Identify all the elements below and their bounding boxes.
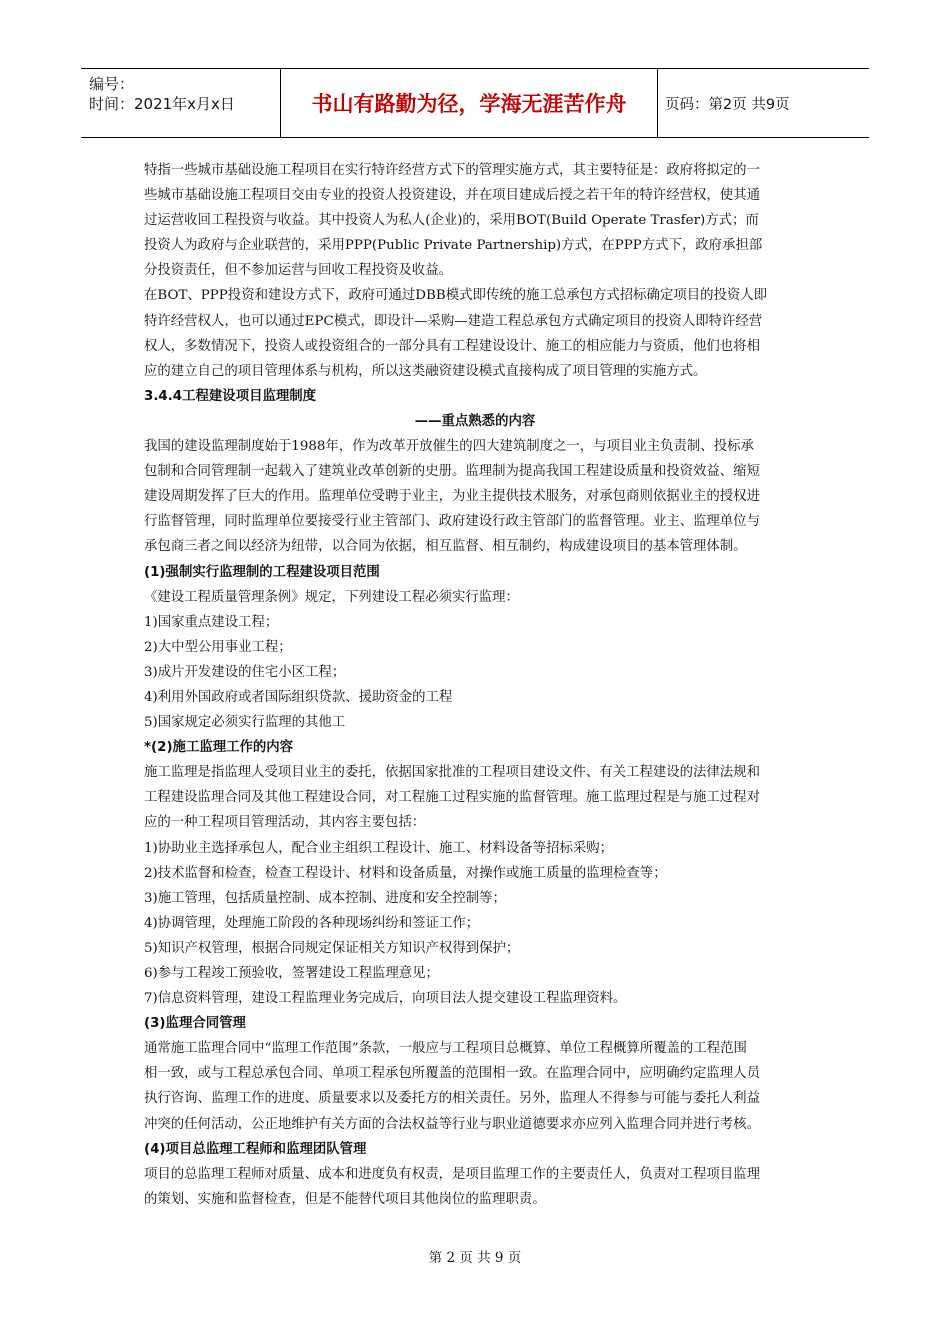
text-line: 行监督管理，同时监理单位要接受行业主管部门、政府建设行政主管部门的监督管理。业主、监理单位与 <box>144 514 760 530</box>
text-line: 特许经营权人，也可以通过EPC模式，即设计—采购—建造工程总承包方式确定项目的投资人即特许经营 <box>144 313 763 329</box>
text-line: 应的一种工程项目管理活动，其内容主要包括： <box>144 815 426 831</box>
text-line: 投资人为政府与企业联营的，采用PPP(Public Private Partnership)方式，在PPP方式下，政府承担部 <box>144 238 763 254</box>
header-meta <box>81 69 281 137</box>
header-page-info: 页码：第2页 共9页 <box>665 96 790 113</box>
section-heading: (3)监理合同管理 <box>144 1016 246 1032</box>
text-line: 3)成片开发建设的住宅小区工程； <box>144 664 346 680</box>
text-line: 4)协调管理，处理施工阶段的各种现场纠纷和签证工作； <box>144 915 480 931</box>
text-line: 施工监理是指监理人受项目业主的委托，依据国家批准的工程项目建设文件、有关工程建设的法律法规和 <box>144 765 760 781</box>
header-time: 时间：2021年x月x日 <box>89 95 235 113</box>
section-heading: *(2)施工监理工作的内容 <box>144 740 294 756</box>
page-footer: 第 2 页 共 9 页 <box>428 1250 522 1266</box>
text-line: 相一致，或与工程总承包合同、单项工程承包所覆盖的范围相一致。在监理合同中，应明确约定监理人员 <box>144 1066 760 1082</box>
text-line: 7)信息资料管理，建设工程监理业务完成后，向项目法人提交建设工程监理资料。 <box>144 991 627 1007</box>
section-heading: (1)强制实行监理制的工程建设项目范围 <box>144 564 380 580</box>
text-line: 包制和合同管理制一起载入了建筑业改革创新的史册。监理制为提高我国工程建设质量和投资效益、缩短 <box>144 464 760 480</box>
text-line: 4)利用外国政府或者国际组织贷款、援助资金的工程 <box>144 689 453 705</box>
text-line: 5)国家规定必须实行监理的其他工 <box>144 715 346 731</box>
text-line: 我国的建设监理制度始于1988年，作为改革开放催生的四大建筑制度之一，与项目业主负责制、投标承 <box>144 439 754 455</box>
text-line: 2)技术监督和检查，检查工程设计、材料和设备质量，对操作或施工质量的监理检查等； <box>144 865 667 881</box>
text-line: 执行咨询、监理工作的进度、质量要求以及委托方的相关责任。另外，监理人不得参与可能与委托人利益 <box>144 1091 760 1107</box>
text-line: 项目的总监理工程师对质量、成本和进度负有权责，是项目监理工作的主要责任人，负责对工程项目监理 <box>144 1166 760 1182</box>
text-line: 6)参与工程竣工预验收，签署建设工程监理意见； <box>144 966 439 981</box>
text-line: 特指一些城市基础设施工程项目在实行特许经营方式下的管理实施方式，其主要特征是：政府将拟定的一 <box>144 163 760 178</box>
text-line: 通常施工监理合同中“监理工作范围”条款，一般应与工程项目总概算、单位工程概算所覆盖的工程范围 <box>144 1041 747 1057</box>
section-heading: (4)项目总监理工程师和监理团队管理 <box>144 1141 367 1157</box>
section-heading: ——重点熟悉的内容 <box>414 413 536 429</box>
text-line: 过运营收回工程投资与收益。其中投资人为私人(企业)的，采用BOT(Build Operate Trasfer)方式；而 <box>144 213 759 229</box>
header-number: 编号： <box>89 75 135 93</box>
text-line: 建设周期发挥了巨大的作用。监理单位受聘于业主，为业主提供技术服务，对承包商则依据业主的授权进 <box>144 489 760 505</box>
text-line: 的策划、实施和监督检查，但是不能替代项目其他岗位的监理职责。 <box>144 1191 546 1207</box>
text-line: 应的建立自己的项目管理体系与机构，所以这类融资建设模式直接构成了项目管理的实施方式。 <box>144 363 707 379</box>
text-line: 2)大中型公用事业工程； <box>144 639 292 655</box>
header-motto: 书山有路勤为径，学海无涯苦作舟 <box>281 69 658 137</box>
text-line: 1)国家重点建设工程； <box>144 614 279 630</box>
text-line: 5)知识产权管理，根据合同规定保证相关方知识产权得到保护； <box>144 940 520 956</box>
text-line: 3)施工管理，包括质量控制、成本控制、进度和安全控制等； <box>144 890 506 906</box>
text-line: 冲突的任何活动，公正地维护有关方面的合法权益等行业与职业道德要求亦应列入监理合同并进行考核。 <box>144 1116 760 1132</box>
text-line: 1)协助业主选择承包人，配合业主组织工程设计、施工、材料设备等招标采购； <box>144 840 614 856</box>
document-body <box>144 158 806 1212</box>
page-header <box>81 68 869 138</box>
text-line: 权人，多数情况下，投资人或投资组合的一部分具有工程建设设计、施工的相应能力与资质，他们也将相 <box>144 338 760 354</box>
text-line: 工程建设监理合同及其他工程建设合同，对工程施工过程实施的监督管理。施工监理过程是与施工过程对 <box>144 790 760 806</box>
text-line: 在BOT、PPP投资和建设方式下，政府可通过DBB模式即传统的施工总承包方式招标确定项目的投资人即 <box>144 288 768 304</box>
text-line: 些城市基础设施工程项目交由专业的投资人投资建设，并在项目建成后授之若干年的特许经营权，使其通 <box>144 188 760 204</box>
section-heading: 3.4.4工程建设项目监理制度 <box>144 388 317 404</box>
text-line: 《建设工程质量管理条例》规定，下列建设工程必须实行监理： <box>144 589 519 605</box>
text-line: 分投资责任，但不参加运营与回收工程投资及收益。 <box>144 263 452 279</box>
text-line: 承包商三者之间以经济为纽带，以合同为依据，相互监督、相互制约，构成建设项目的基本管理体制。 <box>144 539 747 555</box>
